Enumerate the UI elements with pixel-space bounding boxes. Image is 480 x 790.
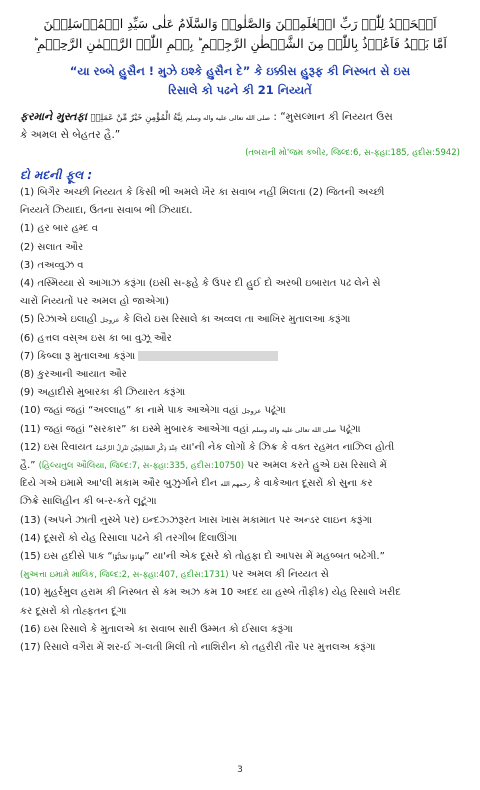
title-line-1: “યા રબ્બે હુસૈન ! મુઝે ઇશ્કે હુસૈન દે” કે ઇક્કીસ હુરૂફ કી નિસ્બત સે ઇસ <box>69 64 411 78</box>
redacted-placeholder <box>138 351 278 361</box>
body-line: (2) સલાત ઔર <box>20 241 84 253</box>
body-line: (8) કુરઆની આયાત ઔર <box>20 369 127 381</box>
farmaan-arabic-quote: نِيَّةُ الْمُؤْمِنِ خَيْرٌ مِّنْ عَمَلِهٖ <box>90 113 183 123</box>
body-line <box>20 439 460 457</box>
title-line-2: રિસાલે કો પઢને કી 21 નિય્યતેં <box>168 83 312 97</box>
body-text: કે વાકેઆત દૂસરોં કો સુના કર <box>253 478 373 490</box>
arabic-quote: عِنْدَ ذِكْرِ الصَّالِحِيْنَ تَنْزِلُ الرَّحْمَةُ <box>95 443 178 452</box>
body-text: પઢૂંગા <box>339 423 361 435</box>
body-line: (14) દૂસરોં કો યેહ રિસાલા પઢને કી તરગીબ દિલાઊંગા <box>20 532 237 544</box>
body-line: ઝિક્રે સાલિહીન કી બ-ર-કતેં લૂટૂંગા <box>20 496 157 508</box>
body-line: (9) અહાદીસે મુબારકા કી ઝિયારત કરૂંગા <box>20 387 186 399</box>
page-title <box>20 62 460 100</box>
body-line: (13) (અપને ઝાતી નુસ્ખે પર) ઇન્દઝ્ઝરૂરત ખાસ ખાસ મકામાત પર અન્ડર લાઇન કરૂંગા <box>20 514 373 526</box>
arabic-invocation-line-1: اَلۡحَمۡدُ لِلّٰہِ رَبِّ الۡعٰلَمِیۡنَ وَالصَّلٰوۃُ وَالسَّلَامُ عَلٰی سَیِّدِ الۡمُرۡسَلِیۡنَ <box>43 16 437 31</box>
page-number: 3 <box>237 765 243 775</box>
body-text: (5) રિઝાએ ઇલાહી <box>20 314 97 326</box>
farmaan-reference: (તબરાની મો'જમ કબીર, જિલ્દ:6, સ-ફ્હા:185, હદીસ:5942) <box>245 148 460 158</box>
body-text: ” યા'ની એક દૂસરે કો તોહફા દો આપસ મેં મહબ્બત બઢેગી.” <box>144 551 385 563</box>
farmaan-label: ફરમાને મુસ્તફા <box>20 110 88 123</box>
body-line <box>20 475 460 493</box>
body-text: હૈ.” <box>20 460 36 472</box>
body-line <box>20 402 460 420</box>
reference-citation: (હિલ્યતુલ ઔલિયા, જિલ્દ:7, સ-ફ્હા:335, હદીસ:10750) <box>38 461 245 472</box>
reference-citation: (મુઅત્તા ઇમામે માલિક, જિલ્દ:2, સ-ફ્હા:407, હદીસ:1731) <box>20 570 229 581</box>
body-line: (17) રિસાલે વગૈરા મેં શર-ઈ ગ-લતી મિલી તો નાશિરીન કો તહરીરી તૌર પર મુત્તલઅ કરૂંગા <box>20 642 376 654</box>
body-line <box>20 311 460 329</box>
body-text: દિયે ગએ ઇમામે આ'લી મકામ ઔર બુઝુર્ગાને દીન <box>20 478 218 490</box>
farmaan-salutation: صلى الله تعالى عليه واله وسلم <box>185 114 271 122</box>
body-line <box>20 457 460 475</box>
body-text: (15) ઇસ હદીસે પાક “ <box>20 551 113 563</box>
farmaan-text-2: કે અમલ સે બેહતર હૈ.” <box>20 129 121 141</box>
body-line: (4) તસ્મિય્યા સે આગાઝ કરૂંગા (ઇસી સ-ફ્હે કે ઉપર દી હુઈ દો અરબી ઇબારાત પઢ લેને સે <box>20 278 381 290</box>
farmaan-text-1: : “મુસલ્માન કી નિય્યત ઉસ <box>273 111 393 123</box>
body-line: નિય્યતેં ઝિયાદા, ઉતના સવાબ ભી ઝિયાદા. <box>20 205 193 217</box>
arabic-honorific: عزوجل <box>100 316 120 325</box>
body-text: (12) ઇસ રિવાયત <box>20 441 93 453</box>
body-line <box>20 421 460 439</box>
body-line: કર દૂસરોં કો તોહ્ફતન દૂંગા <box>20 605 127 617</box>
body-line: (6) હત્તલ વસ્અ ઇસ કા બા વુઝૂ ઔર <box>20 332 172 344</box>
body-line: (1) બિગૈર અચ્છી નિય્યત કે કિસી ભી અમલે ખૈર કા સવાબ નહીં મિલતા (2) જિતની અચ્છી <box>20 187 385 198</box>
arabic-honorific: عزوجل <box>241 407 262 416</box>
body-text: પઢૂંગા <box>264 405 286 417</box>
farmaan-block <box>20 108 460 160</box>
body-text: (7) કિબ્લા રૂ મુતાલઆ કરૂંગા <box>20 350 136 362</box>
arabic-quote: تَهَادَوْا تَحَابُّوْا <box>112 553 145 562</box>
body-text: પર અમલ કી નિય્યત સે <box>231 569 329 581</box>
body-line: (3) તઅવ્વુઝ વ <box>20 259 84 271</box>
body-line: ચારોં નિય્યતોં પર અમલ હો જાએગા) <box>20 296 170 308</box>
body-text: કે લિયે ઇસ રિસાલે કા અવ્વલ તા આખિર મુતાલઆ કરૂંગા <box>122 314 351 326</box>
body-line: (16) ઇસ રિસાલે કે મુતાલએ કા સવાબ સારી ઉમ્મત કો ઈસાલ કરૂંગા <box>20 623 293 635</box>
body-text: યા'ની નેક લોગોં કે ઝિક્ર કે વક્ત રહમત નાઝિલ હોતી <box>181 441 395 453</box>
body-text: (11) જહાં જહાં “સરકાર” કા ઇસ્મે મુબારક આએગા વહાં <box>20 423 249 435</box>
body-line <box>20 566 460 584</box>
arabic-invocation-line-2: اَمَّا بَعۡدُ فَاَعُوۡذُ بِاللّٰہِ مِنَ الشَّیۡطٰنِ الرَّجِیۡمِ ؕ بِسۡمِ اللّٰہِ الرَّحۡمٰنِ الرَّحِیۡمِ ؕ <box>33 36 447 51</box>
arabic-honorific: رحمهم الله <box>220 480 251 489</box>
body-text: (10) જહાં જહાં “અલ્લાહ” કા નામે પાક આએગા વહાં <box>20 405 239 417</box>
arabic-honorific: صلى الله تعالى عليه واله وسلم <box>252 425 337 434</box>
body-line <box>20 548 460 566</box>
body-text: પર અમલ કરતે હુએ ઇસ રિસાલે મેં <box>247 460 387 472</box>
section-title: દો મદની ફૂલ : <box>20 168 93 182</box>
body-line: (10) મુહર્રમુલ હરામ કી નિસ્બત સે કમ અઝ કમ 10 અદદ યા હસ્બે તૌફીક) યેહ રિસાલે ખરીદ <box>20 587 401 599</box>
body-line: (1) હર બાર હમ્દ વ <box>20 223 99 235</box>
body-line <box>20 348 460 366</box>
